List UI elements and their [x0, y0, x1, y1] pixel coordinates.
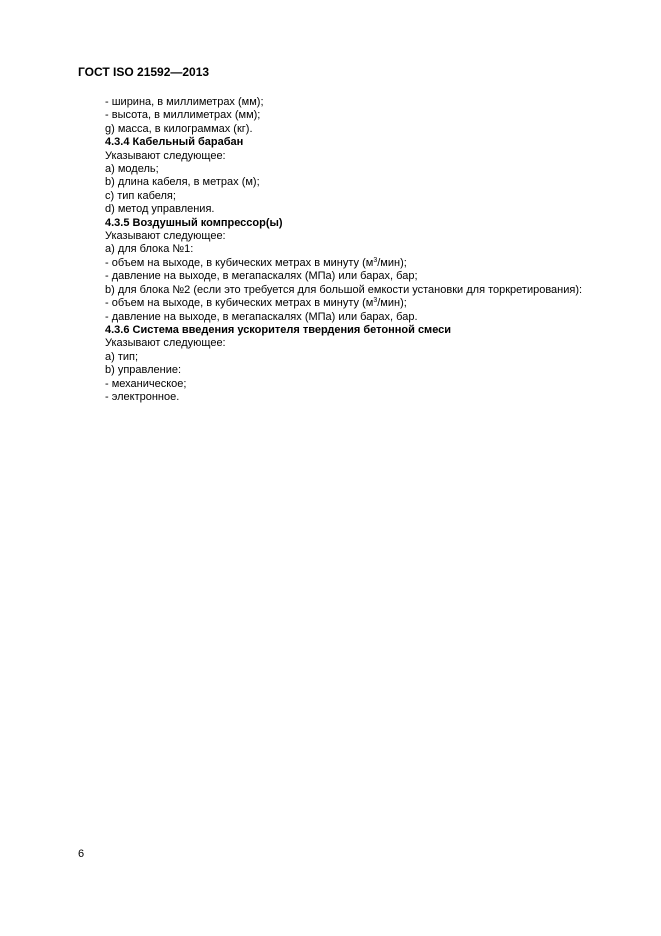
list-item: - давление на выходе, в мегапаскалях (МПа) или барах, бар; — [105, 270, 418, 283]
item-text: - объем на выходе, в кубических метрах в минуту (м — [105, 256, 374, 269]
intro-text: Указывают следующее: — [105, 149, 226, 162]
superscript: 3 — [373, 256, 378, 264]
list-item: - давление на выходе, в мегапаскалях (МПа) или барах, бар. — [105, 310, 418, 323]
superscript: 3 — [373, 297, 378, 305]
section-heading-4-3-5: 4.3.5 Воздушный компрессор(ы) — [105, 216, 283, 229]
item-tail: /мин); — [377, 256, 407, 269]
list-item — [105, 257, 582, 270]
list-item: b) для блока №2 (если это требуется для большой емкости установки для торкретирования): — [105, 283, 583, 296]
list-item: b) управление: — [105, 364, 182, 377]
section-heading-4-3-4: 4.3.4 Кабельный барабан — [105, 136, 244, 149]
intro-text: Указывают следующее: — [105, 337, 226, 350]
page-number: 6 — [78, 848, 85, 860]
item-tail: /мин); — [377, 297, 407, 310]
list-item: - ширина, в миллиметрах (мм); — [105, 96, 264, 108]
document-body — [105, 96, 582, 404]
list-item: - электронное. — [105, 390, 180, 403]
list-item: a) модель; — [105, 163, 159, 176]
list-item: a) для блока №1: — [105, 243, 194, 256]
intro-text: Указывают следующее: — [105, 230, 226, 243]
list-item: c) тип кабеля; — [105, 189, 176, 202]
list-item: - механическое; — [105, 377, 187, 390]
section-heading-4-3-6: 4.3.6 Система введения ускорителя твердения бетонной смеси — [105, 323, 452, 336]
list-item: g) масса, в килограммах (кг). — [105, 122, 253, 135]
document-header: ГОСТ ISO 21592—2013 — [78, 65, 210, 79]
list-item: b) длина кабеля, в метрах (м); — [105, 176, 260, 189]
list-item: a) тип; — [105, 350, 139, 363]
list-item: d) метод управления. — [105, 203, 215, 216]
item-text: - объем на выходе, в кубических метрах в минуту (м — [105, 297, 374, 310]
list-item — [105, 297, 582, 310]
list-item: - высота, в миллиметрах (мм); — [105, 109, 261, 122]
